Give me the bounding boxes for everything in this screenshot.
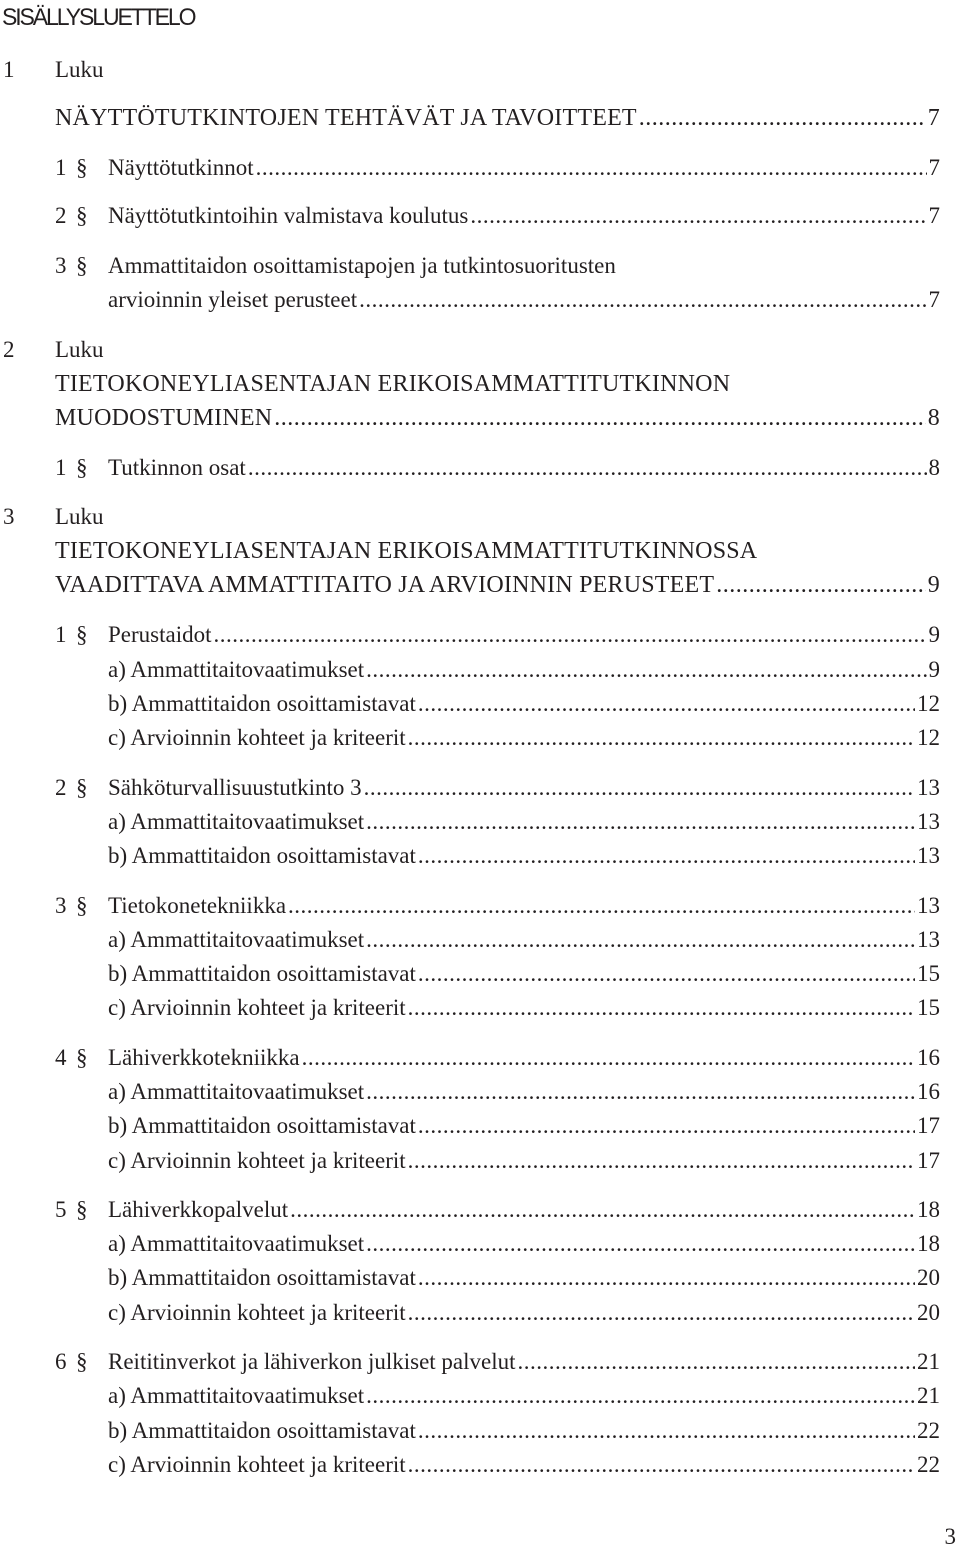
page-ref: 9 [928, 657, 940, 682]
section-symbol: § [76, 155, 88, 180]
entry-title: a) Ammattitaitovaatimukset [108, 927, 365, 952]
page-ref: 16 [917, 1079, 940, 1104]
toc-subentry[interactable] [108, 1384, 940, 1407]
entry-title: c) Arvioinnin kohteet ja kriteerit [108, 1300, 406, 1325]
section-symbol: § [76, 622, 88, 647]
section-symbol: § [76, 1197, 88, 1222]
page-ref: 12 [917, 725, 940, 750]
section-symbol: § [76, 893, 88, 918]
leader-dots [408, 1301, 915, 1324]
entry-title: b) Ammattitaidon osoittamistavat [108, 691, 416, 716]
toc-subentry[interactable] [108, 1419, 940, 1442]
entry-title: c) Arvioinnin kohteet ja kriteerit [108, 725, 406, 750]
toc-entry[interactable] [108, 288, 940, 311]
entry-title: Näyttötutkinnot [108, 155, 254, 180]
page-ref: 20 [917, 1300, 940, 1325]
chapter-number: 3 [3, 504, 15, 529]
section-symbol: § [76, 253, 88, 278]
entry-title: b) Ammattitaidon osoittamistavat [108, 961, 416, 986]
toc-entry[interactable] [108, 1350, 940, 1373]
chapter-heading-text: MUODOSTUMINEN [55, 405, 273, 431]
chapter-heading[interactable] [55, 573, 940, 597]
page-ref: 21 [917, 1349, 940, 1374]
entry-title: Perustaidot [108, 622, 212, 647]
leader-dots [290, 1198, 915, 1221]
page-ref: 7 [928, 287, 940, 312]
leader-dots [366, 658, 926, 681]
page-ref: 8 [928, 455, 940, 480]
leader-dots [408, 996, 915, 1019]
leader-dots [518, 1350, 915, 1373]
toc-entry[interactable] [108, 156, 940, 179]
entry-title: b) Ammattitaidon osoittamistavat [108, 1265, 416, 1290]
toc-entry[interactable] [108, 1198, 940, 1221]
chapter-heading[interactable] [55, 106, 940, 130]
toc-subentry[interactable] [108, 658, 940, 681]
toc-subentry[interactable] [108, 962, 940, 985]
leader-dots [418, 1419, 915, 1442]
toc-entry[interactable] [108, 623, 940, 646]
leader-dots [408, 1149, 915, 1172]
leader-dots [248, 456, 927, 479]
leader-dots [364, 776, 915, 799]
page-ref: 12 [917, 691, 940, 716]
section-number: 2 [55, 775, 67, 800]
toc-entry[interactable] [108, 204, 940, 227]
leader-dots [418, 1266, 915, 1289]
section-number: 4 [55, 1045, 67, 1070]
leader-dots [366, 1080, 915, 1103]
section-number: 5 [55, 1197, 67, 1222]
section-symbol: § [76, 1045, 88, 1070]
entry-title: a) Ammattitaitovaatimukset [108, 1383, 365, 1408]
page-ref: 16 [917, 1045, 940, 1070]
leader-dots [470, 204, 926, 227]
entry-title: b) Ammattitaidon osoittamistavat [108, 1418, 416, 1443]
toc-subentry[interactable] [108, 1149, 940, 1172]
leader-dots [256, 156, 927, 179]
page-ref: 9 [927, 572, 940, 598]
toc-subentry[interactable] [108, 844, 940, 867]
chapter-number: 1 [3, 57, 15, 82]
page-ref: 13 [917, 893, 940, 918]
toc-subentry[interactable] [108, 1232, 940, 1255]
page-ref: 22 [917, 1452, 940, 1477]
leader-dots [418, 1114, 915, 1137]
leader-dots [418, 692, 915, 715]
page-ref: 17 [917, 1113, 940, 1138]
leader-dots [418, 844, 915, 867]
entry-title: c) Arvioinnin kohteet ja kriteerit [108, 1452, 406, 1477]
toc-subentry[interactable] [108, 1453, 940, 1476]
toc-subentry[interactable] [108, 1266, 940, 1289]
toc-entry[interactable] [108, 1046, 940, 1069]
chapter-label: Luku [55, 57, 104, 82]
leader-dots [288, 894, 915, 917]
page-ref: 13 [917, 927, 940, 952]
leader-dots [639, 106, 926, 130]
toc-subentry[interactable] [108, 996, 940, 1019]
page-ref: 7 [928, 155, 940, 180]
toc-entry[interactable] [108, 456, 940, 479]
chapter-heading-text: VAADITTAVA AMMATTITAITO JA ARVIOINNIN PERUSTEET [55, 572, 715, 598]
entry-title: b) Ammattitaidon osoittamistavat [108, 843, 416, 868]
page-ref: 13 [917, 775, 940, 800]
entry-title: Tietokonetekniikka [108, 893, 287, 918]
entry-title: a) Ammattitaitovaatimukset [108, 1079, 365, 1104]
page-title: SISÄLLYSLUETTELO [2, 4, 195, 31]
leader-dots [366, 1232, 915, 1255]
page-ref: 17 [917, 1148, 940, 1173]
entry-title: Tutkinnon osat [108, 455, 246, 480]
page-ref: 13 [917, 843, 940, 868]
entry-title: a) Ammattitaitovaatimukset [108, 809, 365, 834]
entry-title: Näyttötutkintoihin valmistava koulutus [108, 203, 469, 228]
entry-title: a) Ammattitaitovaatimukset [108, 657, 365, 682]
page-ref: 18 [917, 1231, 940, 1256]
toc-entry[interactable] [108, 894, 940, 917]
toc-subentry[interactable] [108, 1080, 940, 1103]
section-number: 1 [55, 622, 67, 647]
chapter-heading-line-1: TIETOKONEYLIASENTAJAN ERIKOISAMMATTITUTKINNON [55, 371, 731, 397]
page-number: 3 [944, 1524, 956, 1549]
chapter-label: Luku [55, 504, 104, 529]
section-number: 3 [55, 253, 67, 278]
chapter-heading-text: NÄYTTÖTUTKINTOJEN TEHTÄVÄT JA TAVOITTEET [55, 105, 637, 131]
entry-title: Lähiverkkotekniikka [108, 1045, 300, 1070]
entry-title: Reititinverkot ja lähiverkon julkiset palvelut [108, 1349, 516, 1374]
leader-dots [274, 406, 926, 430]
entry-title: b) Ammattitaidon osoittamistavat [108, 1113, 416, 1138]
leader-dots [214, 623, 927, 646]
section-number: 3 [55, 893, 67, 918]
toc-subentry[interactable] [108, 726, 940, 749]
leader-dots [366, 1384, 915, 1407]
entry-title: c) Arvioinnin kohteet ja kriteerit [108, 995, 406, 1020]
toc-subentry[interactable] [108, 1114, 940, 1137]
chapter-heading-line-1: TIETOKONEYLIASENTAJAN ERIKOISAMMATTITUTKINNOSSA [55, 538, 758, 564]
toc-entry[interactable] [108, 776, 940, 799]
toc-subentry[interactable] [108, 692, 940, 715]
section-symbol: § [76, 775, 88, 800]
page-ref: 21 [917, 1383, 940, 1408]
entry-title: Lähiverkkopalvelut [108, 1197, 289, 1222]
chapter-label: Luku [55, 337, 104, 362]
entry-title: a) Ammattitaitovaatimukset [108, 1231, 365, 1256]
page-ref: 7 [927, 105, 940, 131]
page-ref: 8 [927, 405, 940, 431]
page-ref: 13 [917, 809, 940, 834]
leader-dots [302, 1046, 915, 1069]
page-ref: 18 [917, 1197, 940, 1222]
leader-dots [366, 928, 915, 951]
chapter-heading[interactable] [55, 406, 940, 430]
page-ref: 22 [917, 1418, 940, 1443]
page-ref: 15 [917, 995, 940, 1020]
entry-title-line-2: arvioinnin yleiset perusteet [108, 287, 358, 312]
section-number: 6 [55, 1349, 67, 1374]
leader-dots [366, 810, 915, 833]
page-ref: 9 [928, 622, 940, 647]
section-symbol: § [76, 1349, 88, 1374]
section-symbol: § [76, 455, 88, 480]
page-ref: 7 [928, 203, 940, 228]
leader-dots [716, 573, 926, 597]
page-ref: 20 [917, 1265, 940, 1290]
section-number: 1 [55, 455, 67, 480]
entry-title: Sähköturvallisuustutkinto 3 [108, 775, 362, 800]
leader-dots [418, 962, 915, 985]
toc-subentry[interactable] [108, 810, 940, 833]
toc-subentry[interactable] [108, 1301, 940, 1324]
leader-dots [408, 1453, 915, 1476]
section-symbol: § [76, 203, 88, 228]
section-number: 1 [55, 155, 67, 180]
leader-dots [408, 726, 915, 749]
chapter-number: 2 [3, 337, 15, 362]
page-ref: 15 [917, 961, 940, 986]
toc-subentry[interactable] [108, 928, 940, 951]
section-number: 2 [55, 203, 67, 228]
leader-dots [359, 288, 926, 311]
entry-title: c) Arvioinnin kohteet ja kriteerit [108, 1148, 406, 1173]
entry-title-line-1: Ammattitaidon osoittamistapojen ja tutkintosuoritusten [108, 253, 616, 278]
